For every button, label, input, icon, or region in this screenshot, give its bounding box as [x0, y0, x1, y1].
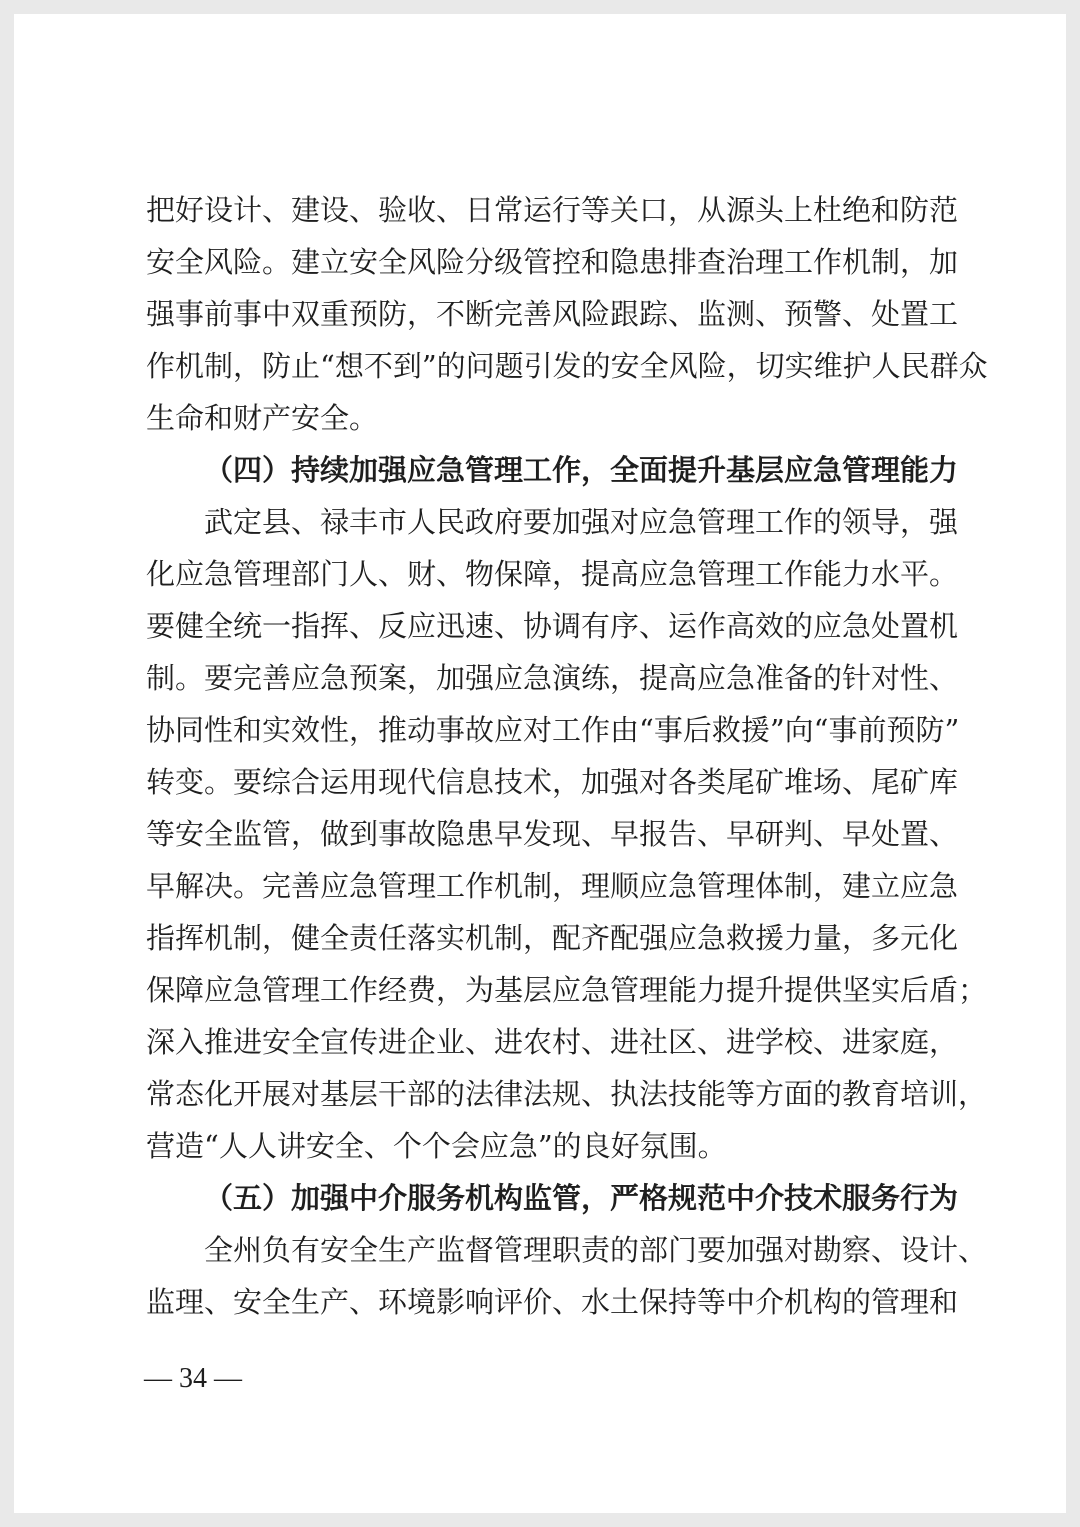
text-line: 营造“人人讲安全、个个会应急”的良好氛围。 [146, 1129, 727, 1163]
text-line: 指挥机制，健全责任落实机制，配齐配强应急救援力量，多元化 [146, 921, 959, 955]
section-heading: （五）加强中介服务机构监管，严格规范中介技术服务行为 [204, 1181, 959, 1215]
text-line: 协同性和实效性，推动事故应对工作由“事后救援”向“事前预防” [146, 713, 960, 747]
text-line: 武定县、禄丰市人民政府要加强对应急管理工作的领导，强 [204, 505, 959, 539]
text-line: 转变。要综合运用现代信息技术，加强对各类尾矿堆场、尾矿库 [146, 765, 959, 799]
text-line: 保障应急管理工作经费，为基层应急管理能力提升提供坚实后盾； [146, 973, 988, 1007]
body-text [146, 184, 988, 1328]
text-line: 全州负有安全生产监督管理职责的部门要加强对勘察、设计、 [204, 1233, 988, 1267]
section-heading: （四）持续加强应急管理工作，全面提升基层应急管理能力 [204, 453, 959, 487]
page-number: — 34 — [144, 1363, 242, 1394]
text-line: 早解决。完善应急管理工作机制，理顺应急管理体制，建立应急 [146, 869, 959, 903]
text-line: 等安全监管，做到事故隐患早发现、早报告、早研判、早处置、 [146, 817, 959, 851]
text-line: 把好设计、建设、验收、日常运行等关口，从源头上杜绝和防范 [146, 193, 959, 227]
text-line: 强事前事中双重预防，不断完善风险跟踪、监测、预警、处置工 [146, 297, 959, 331]
text-line: 深入推进安全宣传进企业、进农村、进社区、进学校、进家庭， [146, 1025, 959, 1059]
text-line: 生命和财产安全。 [146, 401, 379, 435]
text-line: 制。要完善应急预案，加强应急演练，提高应急准备的针对性、 [146, 661, 959, 695]
text-line: 化应急管理部门人、财、物保障，提高应急管理工作能力水平。 [146, 557, 959, 591]
text-line: 监理、安全生产、环境影响评价、水土保持等中介机构的管理和 [146, 1285, 959, 1319]
text-line: 作机制，防止“想不到”的问题引发的安全风险，切实维护人民群众 [146, 349, 988, 383]
text-line: 常态化开展对基层干部的法律法规、执法技能等方面的教育培训， [146, 1077, 988, 1111]
document-page [14, 14, 1066, 1513]
text-line: 安全风险。建立安全风险分级管控和隐患排查治理工作机制，加 [146, 245, 959, 279]
text-line: 要健全统一指挥、反应迅速、协调有序、运作高效的应急处置机 [146, 609, 959, 643]
